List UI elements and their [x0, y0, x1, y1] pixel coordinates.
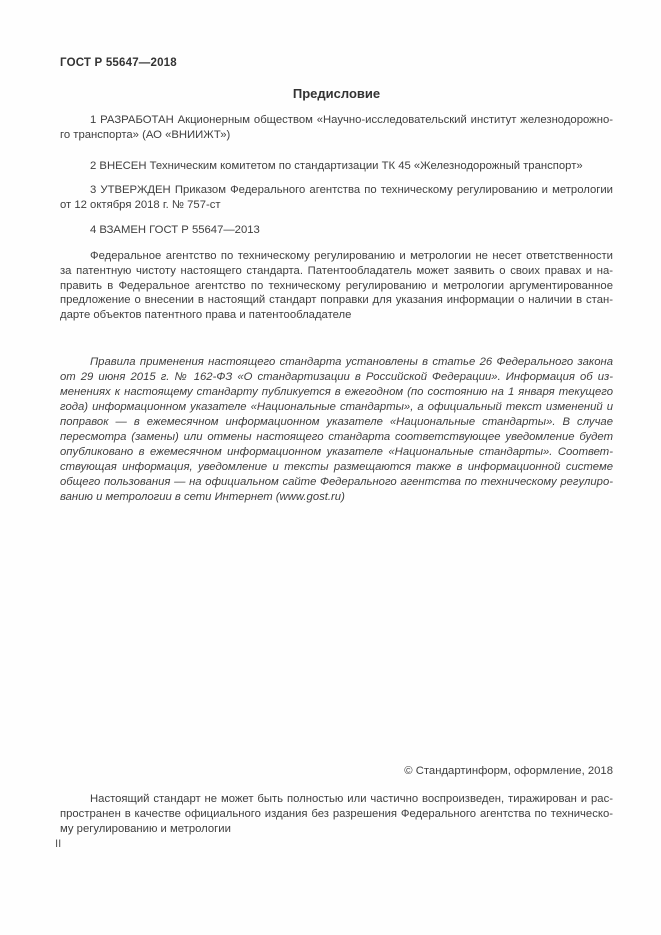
foreword-item-submitted: 2 ВНЕСЕН Техническим комитетом по стандартизации ТК 45 «Железнодорожный транспорт» — [90, 160, 583, 172]
page-title: Предисловие — [292, 86, 381, 101]
foreword-item-replaces: 4 ВЗАМЕН ГОСТ Р 55647—2013 — [90, 224, 260, 236]
foreword-item-developed: 1 РАЗРАБОТАН Акционерным обществом «Научно-исследовательский институт железнодорожного транспорта» (АО «ВНИИЖТ») — [60, 114, 613, 141]
doc-code: ГОСТ Р 55647—2018 — [60, 57, 177, 69]
copyright-line: © Стандартинформ, оформление, 2018 — [404, 765, 613, 777]
application-rules-paragraph: Правила применения настоящего стандарта установлены в статье 26 Федерального закона от 29 июня 2015 г. № 162-ФЗ «О стандартизации в Российской Федерации». Информация об изменениях к настоящему стандарту публикуется в ежегодном (по состоянию на 1 января текущего года) информационном указателе «Национальные стандарты», а официальный текст изменений и поправок — в ежемесячном информационном указателе «Национальные стандарты». В случае пересмотра (замены) или отмены настоящего стандарта соответствующее уведомление будет опубликовано в ежемесячном информационном указателе «Национальные стандарты». Соответствующая информация, уведомление и тексты размещаются также в информационной системе общего пользования — на официальном сайте Федерального агентства по техническому регулированию и метрологии в сети Интернет (www.gost.ru) — [60, 356, 613, 503]
reproduction-notice: Настоящий стандарт не может быть полностью или частично воспроизведен, тиражирован и распространен в качестве официального издания без разрешения Федерального агентства по техническому регулированию и метрологии — [60, 793, 613, 835]
patent-liability-paragraph: Федеральное агентство по техническому регулированию и метрологии не несет ответственности за патентную чистоту настоящего стандарта. Патентообладатель может заявить о своих правах и направить в Федеральное агентство по техническому регулированию и метрологии аргументированное предложение о внесении в настоящий стандарт поправки для указания информации о наличии в стандарте объектов патентного права и патентообладателе — [60, 250, 613, 322]
page-number: II — [55, 838, 62, 850]
foreword-item-approved: 3 УТВЕРЖДЕН Приказом Федерального агентства по техническому регулированию и метрологии от 12 октября 2018 г. № 757-ст — [60, 184, 613, 211]
